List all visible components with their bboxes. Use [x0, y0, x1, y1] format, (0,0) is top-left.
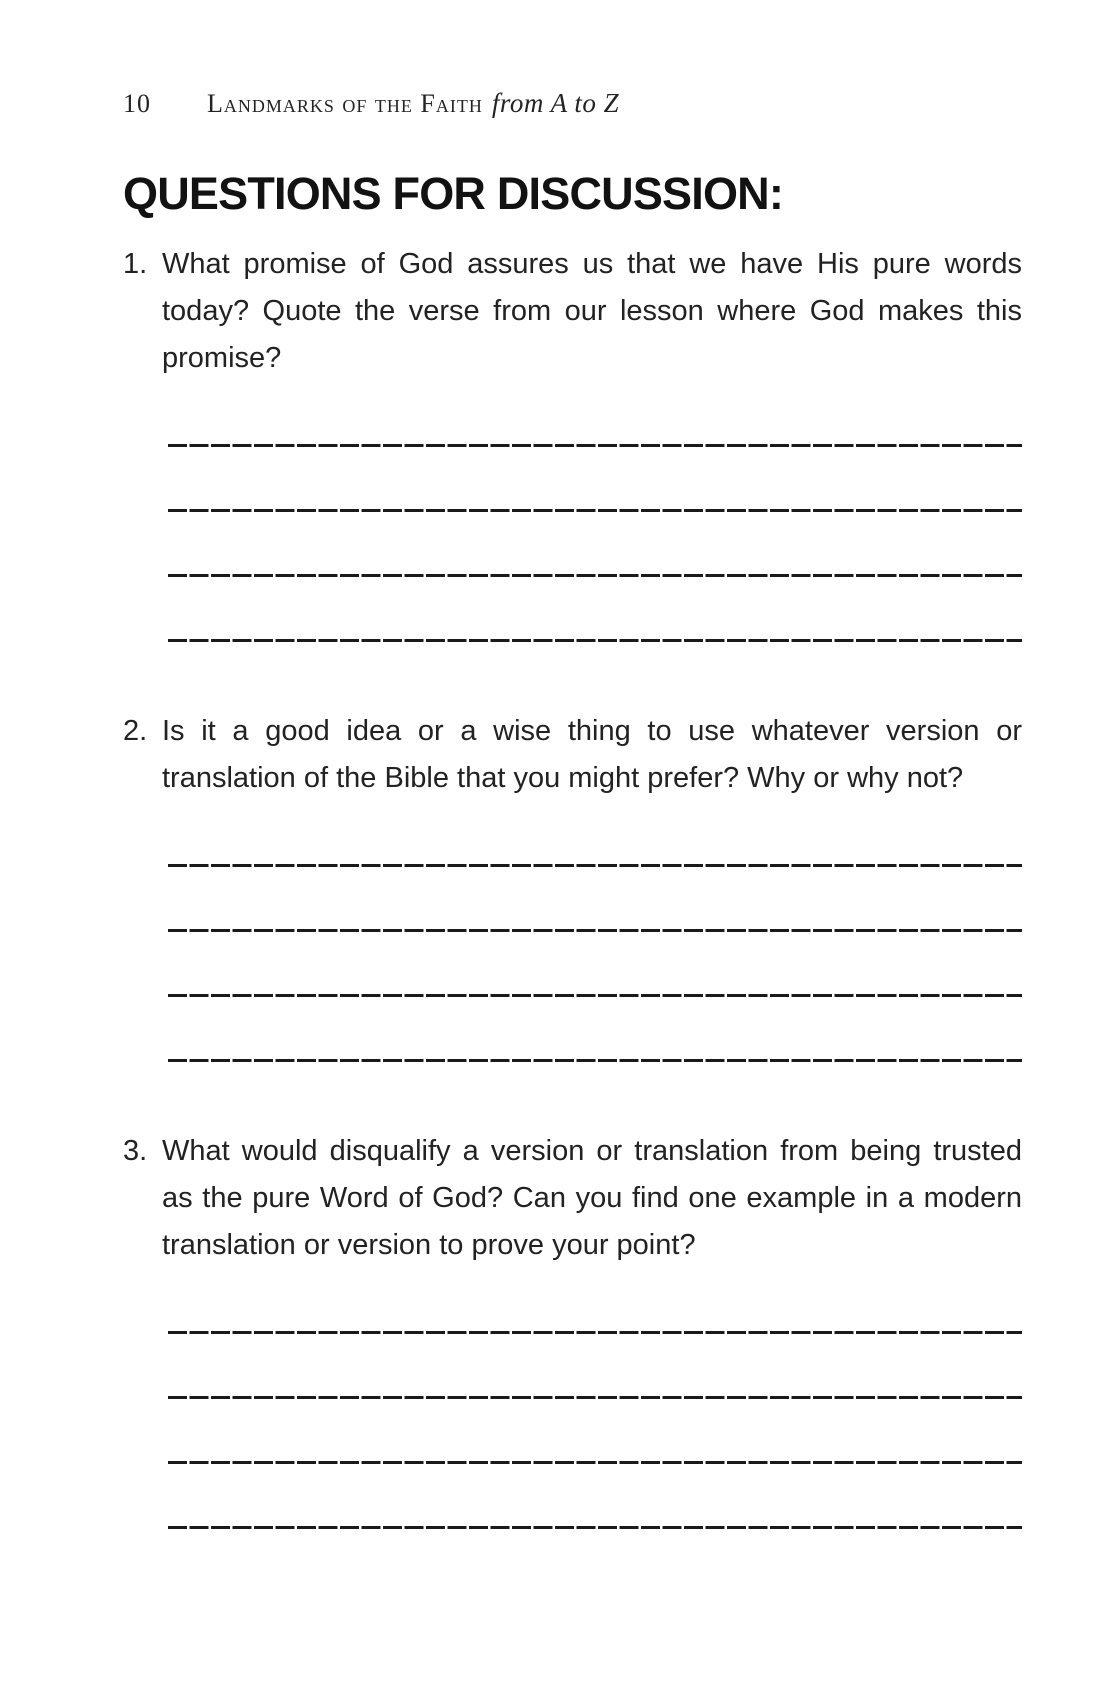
question-3 [123, 1128, 1022, 1529]
question-text-line: as the pure Word of God? Can you find one example in a modern [162, 1182, 1022, 1214]
answer-line [168, 574, 1022, 577]
running-head [123, 86, 1022, 121]
question-number: 3. [123, 1135, 148, 1167]
page-number: 10 [123, 89, 151, 118]
question-text-line: promise? [162, 342, 282, 374]
answer-line [168, 1059, 1022, 1062]
answer-line [168, 864, 1022, 867]
question-number: 2. [123, 715, 148, 747]
answer-lines [168, 1331, 1022, 1529]
answer-line [168, 1331, 1022, 1334]
question-1 [123, 241, 1022, 642]
section-heading: QUESTIONS FOR DISCUSSION: [123, 168, 784, 219]
answer-line [168, 994, 1022, 997]
question-text-line: translation or version to prove your point? [162, 1229, 696, 1261]
book-title: Landmarks of the Faith [207, 89, 483, 118]
question-text-line: What promise of God assures us that we have His pure words [162, 248, 1022, 280]
answer-lines [168, 444, 1022, 642]
question-text-line: Is it a good idea or a wise thing to use whatever version or [162, 715, 1022, 747]
book-title-suffix: from A to Z [491, 88, 620, 118]
question-text-line: today? Quote the verse from our lesson where God makes this [162, 295, 1022, 327]
question-text-line: translation of the Bible that you might prefer? Why or why not? [162, 762, 964, 794]
answer-line [168, 444, 1022, 447]
answer-line [168, 929, 1022, 932]
answer-line [168, 1461, 1022, 1464]
answer-line [168, 639, 1022, 642]
question-2 [123, 708, 1022, 1062]
question-body [162, 708, 1022, 1062]
answer-line [168, 1396, 1022, 1399]
question-body [162, 1128, 1022, 1529]
answer-line [168, 509, 1022, 512]
answer-lines [168, 864, 1022, 1062]
answer-line [168, 1526, 1022, 1529]
question-number: 1. [123, 248, 148, 280]
question-body [162, 241, 1022, 642]
question-text-line: What would disqualify a version or translation from being trusted [162, 1135, 1022, 1167]
